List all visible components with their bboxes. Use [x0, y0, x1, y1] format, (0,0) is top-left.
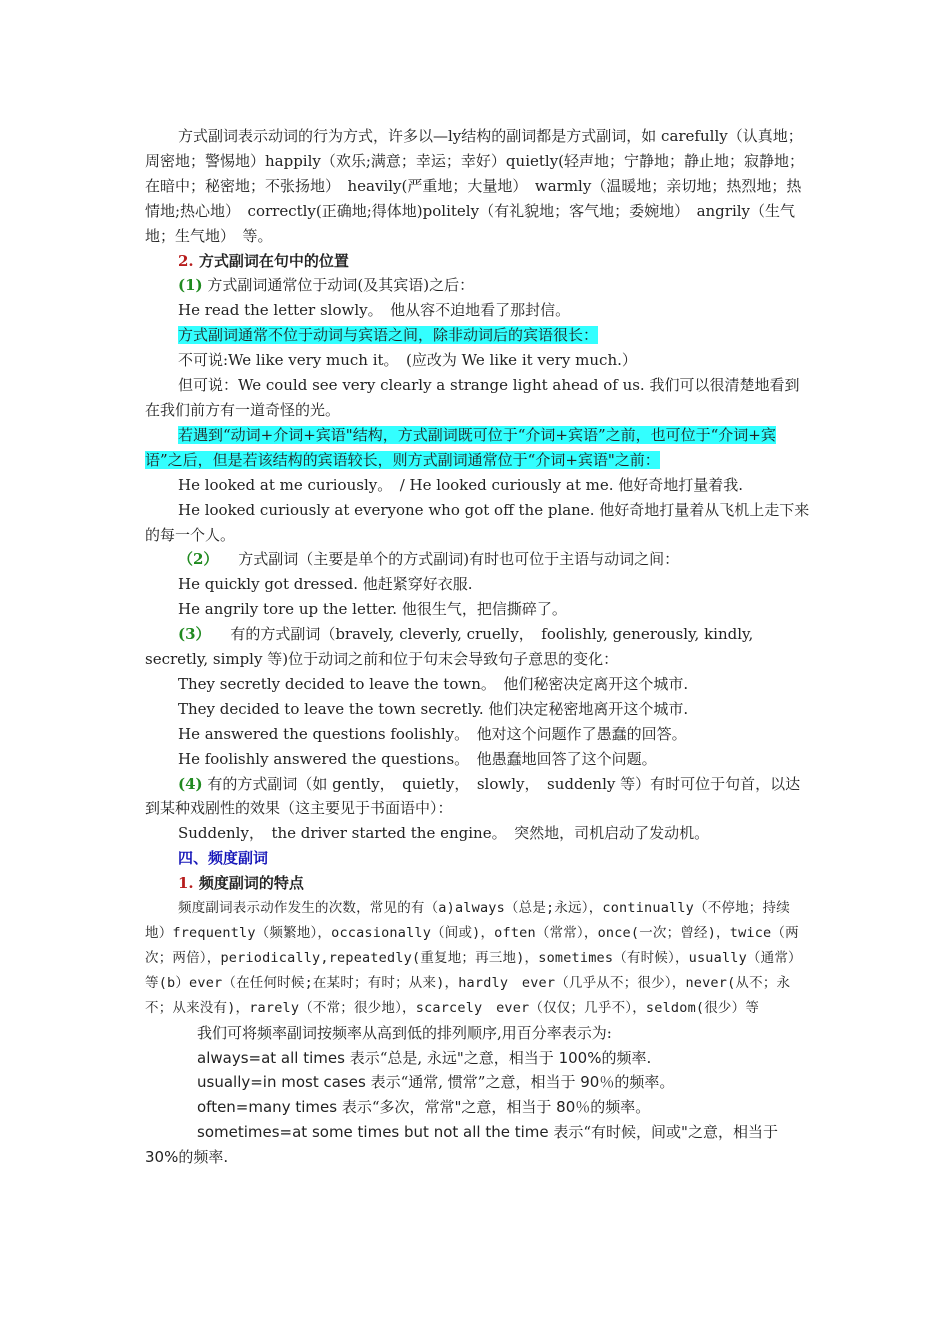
example-sentence: He answered the questions foolishly。 他对这个问题作了愚蠢的回答。: [178, 724, 687, 743]
frequency-percent: 30%: [145, 1148, 179, 1167]
section-heading: [145, 249, 810, 274]
frequency-line: [145, 1070, 810, 1095]
rule-text: 有的方式副词（如 gently， quietly， slowly， suddenly 等）有时可位于句首，以达到某种戏剧性的效果（这主要见于书面语中）：: [145, 774, 801, 818]
example-sentence: 不可说:We like very much it。 (应改为 We like it very much.）: [178, 351, 637, 370]
frequency-intro: 我们可将频率副词按频率从高到低的排列顺序,用百分率表示为:: [197, 1023, 612, 1042]
section-title: 方式副词在句中的位置: [198, 251, 349, 270]
example-sentence: He looked at me curiously。 / He looked curiously at me. 他好奇地打量着我.: [178, 475, 744, 494]
section-heading: [145, 871, 810, 896]
rule-paragraph: [145, 273, 810, 298]
section-title: 频度副词的特点: [198, 874, 304, 893]
section-number: 1.: [178, 874, 194, 893]
frequency-term: usually=in most cases: [197, 1073, 366, 1092]
chapter-heading: 四、频度副词: [178, 849, 269, 868]
example-sentence: He foolishly answered the questions。 他愚蠢地回答了这个问题。: [178, 749, 657, 768]
rule-text: 方式副词（主要是单个的方式副词)有时也可位于主语与动词之间：: [223, 550, 680, 569]
frequency-desc: 表示“总是, 永远"之意，相当于: [344, 1048, 559, 1067]
rule-number: (3）: [178, 625, 211, 644]
highlight-text: 若遇到“动词+介词+宾语"结构，方式副词既可位于“介词+宾语”之前，也可位于“介词+宾语”之后，但是若该结构的宾语较长，则方式副词通常位于“介词+宾语"之前：: [145, 425, 776, 469]
rule-number: （2）: [178, 550, 219, 569]
intro-paragraph: 方式副词表示动词的行为方式，许多以—ly结构的副词都是方式副词，如 carefully（认真地；周密地；警惕地）happily（欢乐;满意；幸运；幸好）quietly(轻声地；宁静地；静止地；寂静地；在暗中；秘密地；不张扬地） heavily(严重地；大量地） warmly（温暖地；亲切地；热烈地；热情地;热心地） correctly(正确地;得体地)politely（有礼貌地；客气地；委婉地） angrily（生气地；生气地） 等。: [145, 127, 805, 245]
rule-text: 方式副词通常位于动词(及其宾语)之后：: [207, 276, 475, 295]
frequency-percent: 90: [580, 1073, 600, 1092]
frequency-term: always=at all times: [197, 1048, 345, 1067]
rule-paragraph: [145, 547, 810, 572]
frequency-term: sometimes=at some times but not all the time: [197, 1123, 549, 1142]
frequency-percent: 100%: [558, 1048, 602, 1067]
example-sentence: He read the letter slowly。 他从容不迫地看了那封信。: [178, 301, 571, 320]
frequency-line: [145, 1120, 810, 1170]
frequency-line: [145, 1095, 810, 1120]
example-sentence: They decided to leave the town secretly. 他们决定秘密地离开这个城市.: [178, 699, 689, 718]
rule-number: (1): [178, 276, 203, 295]
highlighted-note: [145, 323, 810, 348]
frequency-line: [145, 1046, 810, 1071]
highlighted-note: [145, 423, 810, 473]
frequency-tail: 的频率.: [178, 1148, 229, 1167]
rule-text: 有的方式副词（bravely, cleverly, cruelly， foolishly, generously, kindly, secretly, simply 等)位于动词之前和位于句末会导致句子意思的变化：: [145, 625, 754, 669]
section-number: 2.: [178, 251, 194, 270]
frequency-term: often=many times: [197, 1098, 338, 1117]
frequency-desc: 表示“多次，常常"之意，相当于: [337, 1098, 557, 1117]
frequency-percent: 80: [556, 1098, 576, 1117]
frequency-desc: 表示“有时候，间或"之意，相当于: [548, 1123, 778, 1142]
frequency-paragraph: 频度副词表示动作发生的次数，常见的有（a)always（总是;永远），continually（不停地；持续地）frequently（频繁地），occasionally（间或)，often（常常），once(一次；曾经)，twice（两次；两倍），periodically,repeatedly(重复地；再三地)，sometimes（有时候），usually（通常）等(b）ever（在任何时候;在某时；有时；从来)，hardly ever（几乎从不；很少），never(从不；永不；从来没有)，rarely（不常；很少地），scarcely ever（仅仅；几乎不），seldom(很少）等: [145, 900, 802, 1016]
rule-paragraph: [145, 622, 810, 672]
highlight-text: 方式副词通常不位于动词与宾语之间，除非动词后的宾语很长：: [178, 326, 599, 345]
rule-paragraph: [145, 772, 810, 822]
rule-number: (4): [178, 774, 203, 793]
frequency-desc: 表示“通常, 惯常”之意，相当于: [365, 1073, 581, 1092]
frequency-tail: ％的频率。: [575, 1098, 651, 1117]
example-sentence: Suddenly， the driver started the engine。 突然地，司机启动了发动机。: [178, 824, 710, 843]
example-sentence: He quickly got dressed. 他赶紧穿好衣服.: [178, 575, 473, 594]
example-sentence: He angrily tore up the letter. 他很生气，把信撕碎了。: [178, 600, 567, 619]
example-sentence: 但可说：We could see very clearly a strange light ahead of us. 我们可以很清楚地看到在我们前方有一道奇怪的光。: [145, 376, 800, 419]
example-sentence: He looked curiously at everyone who got off the plane. 他好奇地打量着从飞机上走下来的每一个人。: [145, 500, 810, 544]
frequency-tail: ％的频率。: [599, 1073, 675, 1092]
example-sentence: They secretly decided to leave the town。 他们秘密决定离开这个城市.: [178, 674, 689, 693]
document-body: [145, 124, 810, 1170]
frequency-tail: 的频率.: [601, 1048, 652, 1067]
